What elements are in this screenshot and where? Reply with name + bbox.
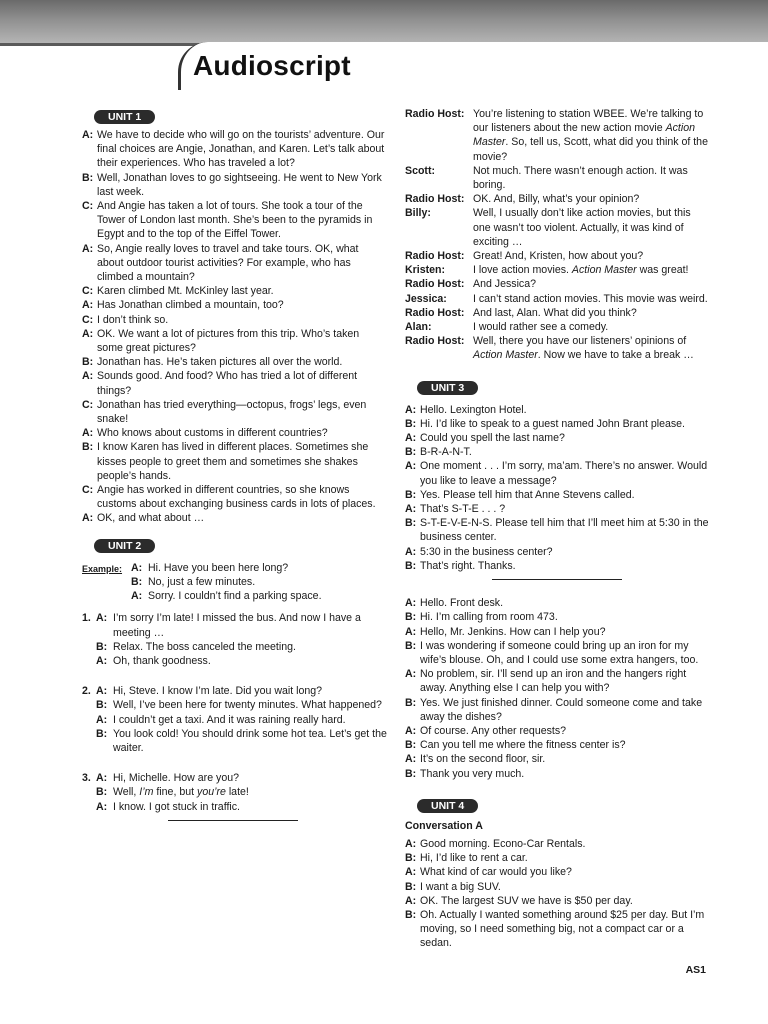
movie-title: Action Master xyxy=(473,122,696,149)
speaker-label: A: xyxy=(96,612,108,625)
speaker-label: A: xyxy=(405,866,417,879)
dialogue-text: Hi, Steve. I know I’m late. Did you wait long? xyxy=(113,685,323,698)
speaker-label: Radio Host: xyxy=(405,193,465,206)
speaker-label: A: xyxy=(405,503,417,516)
speaker-label: A: xyxy=(405,403,417,416)
numbered-dialogue-line xyxy=(82,684,387,698)
left-column xyxy=(82,110,387,821)
numbered-dialogue-line xyxy=(82,771,387,785)
dialogue-line xyxy=(405,894,710,908)
dialogue-text: Sorry. I couldn’t find a parking space. xyxy=(148,590,322,603)
speaker-label: C: xyxy=(82,484,94,497)
dialogue-text: And last, Alan. What did you think? xyxy=(473,306,637,319)
numbered-dialogue-line xyxy=(82,698,387,712)
text-part: Well, xyxy=(113,786,140,799)
text-emphasis: I’m xyxy=(139,786,154,799)
dialogue-text: I would rather see a comedy. xyxy=(473,321,609,334)
dialogue-line xyxy=(405,431,710,445)
dialogue-text: That’s right. Thanks. xyxy=(420,559,516,572)
speaker-label: A: xyxy=(405,625,417,638)
speaker-label: A: xyxy=(405,837,417,850)
dialogue-line xyxy=(405,403,710,417)
dialogue-text xyxy=(473,108,708,163)
dialogue-text: And Angie has taken a lot of tours. She took a tour of the Tower of London last month. She’s been to the pyramids in Egypt and to the top of the Eiffel Tower. xyxy=(97,200,373,241)
dialogue-text: OK. We want a lot of pictures from this trip. Who’s taken some great pictures? xyxy=(97,327,360,355)
speaker-label: Billy: xyxy=(405,207,431,220)
dialogue-text: Hi. Have you been here long? xyxy=(148,561,289,574)
unit-2-example xyxy=(82,561,387,604)
speaker-label: A: xyxy=(405,668,417,681)
speaker-label: B: xyxy=(405,739,417,752)
dialogue-text: Jonathan has. He’s taken pictures all over the world. xyxy=(97,356,343,369)
speaker-label: B: xyxy=(405,696,417,709)
dialogue-line xyxy=(405,610,710,624)
numbered-dialogue-line xyxy=(82,727,387,755)
speaker-label: Radio Host: xyxy=(405,108,465,120)
speaker-label: C: xyxy=(82,200,94,213)
dialogue-text: Angie has worked in different countries, so she knows customs about exchanging business cards in lots of places. xyxy=(97,484,376,511)
example-line xyxy=(82,561,387,575)
page-title: Audioscript xyxy=(193,50,351,81)
speaker-label: B: xyxy=(96,727,108,740)
speaker-label: B: xyxy=(405,611,417,624)
dialogue-line xyxy=(82,313,387,327)
speaker-label: A: xyxy=(96,685,108,698)
dialogue-text: Great! And, Kristen, how about you? xyxy=(473,250,644,263)
speaker-label: A: xyxy=(82,370,94,383)
dialogue-text: No, just a few minutes. xyxy=(148,575,256,588)
dialogue-line xyxy=(405,320,710,334)
numbered-dialogue-line xyxy=(82,800,387,814)
numbered-dialogue-line xyxy=(82,713,387,727)
unit-4-dialogue xyxy=(405,837,710,951)
dialogue-line xyxy=(405,837,710,851)
speaker-label: A: xyxy=(131,590,143,603)
dialogue-line xyxy=(405,865,710,879)
dialogue-text: I want a big SUV. xyxy=(420,880,501,893)
dialogue-text: OK, and what about … xyxy=(97,512,205,525)
speaker-label: A: xyxy=(82,427,94,440)
text-part: fine, but xyxy=(153,786,198,799)
speaker-label: B: xyxy=(405,767,417,780)
dialogue-text: 5:30 in the business center? xyxy=(420,545,553,558)
speaker-label: A: xyxy=(405,753,417,766)
dialogue-line xyxy=(82,369,387,397)
dialogue-line xyxy=(405,752,710,766)
speaker-label: A: xyxy=(96,772,108,785)
dialogue-text: I was wondering if someone could bring up an iron for my wife’s blouse. Oh, and I could use some extra hangers, too. xyxy=(420,639,699,666)
text-part: was great! xyxy=(636,264,689,277)
dialogue-text: Thank you very much. xyxy=(420,767,525,780)
speaker-label: C: xyxy=(82,285,94,298)
dialogue-text: Oh. Actually I wanted something around $25 per day. But I’m moving, so I need something big, not a compact car or a sedan. xyxy=(420,908,705,950)
dialogue-text: Well, I usually don’t like action movies, but this one wasn’t too violent. Actually, it was kind of exciting … xyxy=(473,207,691,248)
dialogue-text: Who knows about customs in different countries? xyxy=(97,427,328,440)
dialogue-text: Relax. The boss canceled the meeting. xyxy=(113,640,296,653)
dialogue-line xyxy=(82,128,387,171)
speaker-label: A: xyxy=(82,327,94,340)
speaker-label: B: xyxy=(405,852,417,865)
dialogue-text: That’s S-T-E . . . ? xyxy=(420,503,506,516)
speaker-label: A: xyxy=(405,545,417,558)
speaker-label: B: xyxy=(405,488,417,501)
dialogue-line xyxy=(405,696,710,724)
dialogue-line xyxy=(405,263,710,277)
dialogue-text: Hi, Michelle. How are you? xyxy=(113,772,239,785)
dialogue-text: Hi. I’d like to speak to a guest named John Brant please. xyxy=(420,417,685,430)
dialogue-text: And Jessica? xyxy=(473,278,537,291)
dialogue-line xyxy=(405,880,710,894)
dialogue-line xyxy=(405,417,710,431)
unit-2-item-1 xyxy=(82,611,387,668)
dialogue-line xyxy=(405,306,710,320)
dialogue-line xyxy=(405,277,710,291)
speaker-label: A: xyxy=(405,460,417,473)
dialogue-text: Well, I’ve been here for twenty minutes. What happened? xyxy=(113,699,382,712)
dialogue-text: One moment . . . I’m sorry, ma’am. There’s no answer. Would you like to leave a message? xyxy=(420,460,708,487)
dialogue-text: Good morning. Econo-Car Rentals. xyxy=(420,837,586,850)
speaker-label: A: xyxy=(405,597,417,610)
unit-2-item-3 xyxy=(82,771,387,814)
speaker-label: A: xyxy=(82,299,94,312)
dialogue-line xyxy=(405,667,710,695)
dialogue-line xyxy=(405,502,710,516)
dialogue-text: No problem, sir. I’ll send up an iron and the hangers right away. Anything else I can help you with? xyxy=(420,668,687,695)
right-column xyxy=(405,107,710,951)
text-emphasis: you’re xyxy=(197,786,226,799)
dialogue-text: Well, Jonathan loves to go sightseeing. He went to New York last week. xyxy=(97,171,382,198)
dialogue-line xyxy=(405,192,710,206)
speaker-label: Scott: xyxy=(405,164,436,177)
speaker-label: B: xyxy=(405,908,417,921)
speaker-label: A: xyxy=(405,724,417,737)
dialogue-line xyxy=(405,334,710,362)
conversation-heading: Conversation A xyxy=(405,819,483,832)
dialogue-line xyxy=(405,445,710,459)
speaker-label: A: xyxy=(96,713,108,726)
example-line xyxy=(82,575,387,589)
dialogue-text: Of course. Any other requests? xyxy=(420,724,567,737)
dialogue-text: Could you spell the last name? xyxy=(420,432,565,445)
dialogue-line xyxy=(82,355,387,369)
dialogue-text: I know Karen has lived in different places. Sometimes she kisses people to greet them and sometimes she shakes people’s hands. xyxy=(97,441,369,482)
speaker-label: B: xyxy=(131,575,143,588)
speaker-label: C: xyxy=(82,398,94,411)
dialogue-line xyxy=(82,511,387,525)
dialogue-line xyxy=(82,298,387,312)
speaker-label: B: xyxy=(96,699,108,712)
dialogue-text: OK. The largest SUV we have is $50 per day. xyxy=(420,894,633,907)
dialogue-text: S-T-E-V-E-N-S. Please tell him that I’ll meet him at 5:30 in the business center. xyxy=(420,517,709,544)
dialogue-text xyxy=(473,264,689,276)
speaker-label: B: xyxy=(405,559,417,572)
dialogue-line xyxy=(82,171,387,199)
dialogue-text: What kind of car would you like? xyxy=(420,866,572,879)
unit-3-conversation-1 xyxy=(405,403,710,573)
dialogue-text: Hi. I’m calling from room 473. xyxy=(420,611,558,624)
dialogue-line xyxy=(82,440,387,483)
dialogue-line xyxy=(405,851,710,865)
dialogue-text: Has Jonathan climbed a mountain, too? xyxy=(97,299,284,312)
dialogue-line xyxy=(82,426,387,440)
dialogue-text: I know. I got stuck in traffic. xyxy=(113,800,240,813)
dialogue-line xyxy=(82,327,387,355)
dialogue-line xyxy=(82,199,387,242)
dialogue-line xyxy=(82,284,387,298)
speaker-label: B: xyxy=(405,639,417,652)
dialogue-line xyxy=(405,738,710,752)
radio-dialogue xyxy=(405,107,710,363)
speaker-label: Radio Host: xyxy=(405,278,465,291)
unit-1-badge: UNIT 1 xyxy=(94,110,155,124)
speaker-label: A: xyxy=(82,512,94,525)
dialogue-line xyxy=(405,767,710,781)
dialogue-text: I couldn’t get a taxi. And it was raining really hard. xyxy=(113,713,346,726)
dialogue-line xyxy=(405,908,710,951)
speaker-label: Radio Host: xyxy=(405,335,465,348)
dialogue-text: Hello, Mr. Jenkins. How can I help you? xyxy=(420,625,606,638)
speaker-label: C: xyxy=(82,313,94,326)
dialogue-text: We have to decide who will go on the tourists’ adventure. Our final choices are Angie, Jonathan, and Karen. Let’s talk about their experiences. Who has traveled a lot? xyxy=(97,129,385,170)
speaker-label: Alan: xyxy=(405,321,432,334)
dialogue-text: Hi, I’d like to rent a car. xyxy=(420,852,528,865)
header-band xyxy=(0,0,768,46)
text-part: late! xyxy=(225,786,249,799)
speaker-label: Kristen: xyxy=(405,264,446,277)
text-part: I love action movies. xyxy=(473,264,572,277)
dialogue-text: Can you tell me where the fitness center is? xyxy=(420,739,626,752)
speaker-label: A: xyxy=(82,242,94,255)
dialogue-line xyxy=(405,625,710,639)
dialogue-line xyxy=(405,206,710,249)
dialogue-text: Oh, thank goodness. xyxy=(113,654,211,667)
dialogue-line xyxy=(82,242,387,285)
unit-4-badge: UNIT 4 xyxy=(417,799,478,813)
item-number: 3. xyxy=(82,772,91,785)
dialogue-text: You look cold! You should drink some hot tea. Let’s get the waiter. xyxy=(113,727,387,754)
section-divider xyxy=(168,820,298,821)
unit-3-conversation-2 xyxy=(405,596,710,781)
speaker-label: B: xyxy=(82,171,94,184)
dialogue-line xyxy=(405,249,710,263)
unit-2-badge: UNIT 2 xyxy=(94,539,155,553)
dialogue-line xyxy=(405,516,710,544)
dialogue-text xyxy=(113,786,249,798)
dialogue-text: It’s on the second floor, sir. xyxy=(420,753,546,766)
dialogue-line xyxy=(405,639,710,667)
example-line xyxy=(82,589,387,603)
speaker-label: B: xyxy=(96,786,108,799)
dialogue-line xyxy=(405,724,710,738)
numbered-dialogue-line xyxy=(82,654,387,668)
dialogue-line xyxy=(405,107,710,164)
dialogue-line xyxy=(405,488,710,502)
text-part: You’re listening to station WBEE. We’re talking to our listeners about the new action movie xyxy=(473,108,704,135)
dialogue-line xyxy=(405,292,710,306)
speaker-label: Radio Host: xyxy=(405,306,465,319)
dialogue-text: Yes. Please tell him that Anne Stevens called. xyxy=(420,488,635,501)
dialogue-line xyxy=(405,559,710,573)
dialogue-text: Hello. Front desk. xyxy=(420,597,504,610)
dialogue-text: I’m sorry I’m late! I missed the bus. And now I have a meeting … xyxy=(113,612,361,639)
speaker-label: A: xyxy=(96,800,108,813)
dialogue-text: B-R-A-N-T. xyxy=(420,446,472,459)
speaker-label: Jessica: xyxy=(405,292,447,305)
speaker-label: B: xyxy=(82,441,94,454)
speaker-label: B: xyxy=(82,356,94,369)
numbered-dialogue-line xyxy=(82,611,387,639)
speaker-label: B: xyxy=(405,446,417,459)
dialogue-line xyxy=(82,398,387,426)
unit-3-badge: UNIT 3 xyxy=(417,381,478,395)
dialogue-line xyxy=(405,596,710,610)
dialogue-line xyxy=(405,545,710,559)
dialogue-text: OK. And, Billy, what’s your opinion? xyxy=(473,193,640,206)
page-number: AS1 xyxy=(685,964,706,976)
dialogue-text: Yes. We just finished dinner. Could someone come and take away the dishes? xyxy=(420,696,703,723)
dialogue-text: I can’t stand action movies. This movie was weird. xyxy=(473,292,708,305)
item-number: 2. xyxy=(82,685,91,698)
dialogue-text: So, Angie really loves to travel and take tours. OK, what about outdoor tourist activities? For example, who has climbed a mountain? xyxy=(97,242,359,284)
movie-title: Action Master xyxy=(473,349,538,362)
text-part: Well, there you have our listeners’ opinions of xyxy=(473,335,687,348)
dialogue-line xyxy=(82,483,387,511)
speaker-label: B: xyxy=(405,880,417,893)
example-label: Example: xyxy=(82,563,123,574)
dialogue-line xyxy=(405,164,710,192)
speaker-label: A: xyxy=(96,654,108,667)
speaker-label: B: xyxy=(405,517,417,530)
speaker-label: A: xyxy=(405,894,417,907)
speaker-label: A: xyxy=(405,432,417,445)
speaker-label: A: xyxy=(82,129,94,141)
unit-1-dialogue xyxy=(82,128,387,526)
numbered-dialogue-line xyxy=(82,785,387,799)
speaker-label: Radio Host: xyxy=(405,250,465,263)
dialogue-line xyxy=(405,459,710,487)
text-part: . So, tell us, Scott, what did you think of the movie? xyxy=(473,136,708,163)
dialogue-text xyxy=(473,335,694,361)
speaker-label: B: xyxy=(96,640,108,653)
dialogue-text: Hello. Lexington Hotel. xyxy=(420,403,527,416)
dialogue-text: Jonathan has tried everything—octopus, frogs’ legs, even snake! xyxy=(97,398,367,426)
movie-title: Action Master xyxy=(571,264,637,277)
dialogue-text: Sounds good. And food? Who has tried a lot of different things? xyxy=(97,370,358,397)
dialogue-text: Karen climbed Mt. McKinley last year. xyxy=(97,285,274,298)
speaker-label: A: xyxy=(131,561,143,574)
numbered-dialogue-line xyxy=(82,640,387,654)
dialogue-text: I don’t think so. xyxy=(97,313,169,326)
text-part: . Now we have to take a break … xyxy=(537,349,694,362)
unit-2-item-2 xyxy=(82,684,387,755)
item-number: 1. xyxy=(82,612,91,625)
dialogue-text: Not much. There wasn’t enough action. It was boring. xyxy=(473,164,688,192)
speaker-label: B: xyxy=(405,417,417,430)
